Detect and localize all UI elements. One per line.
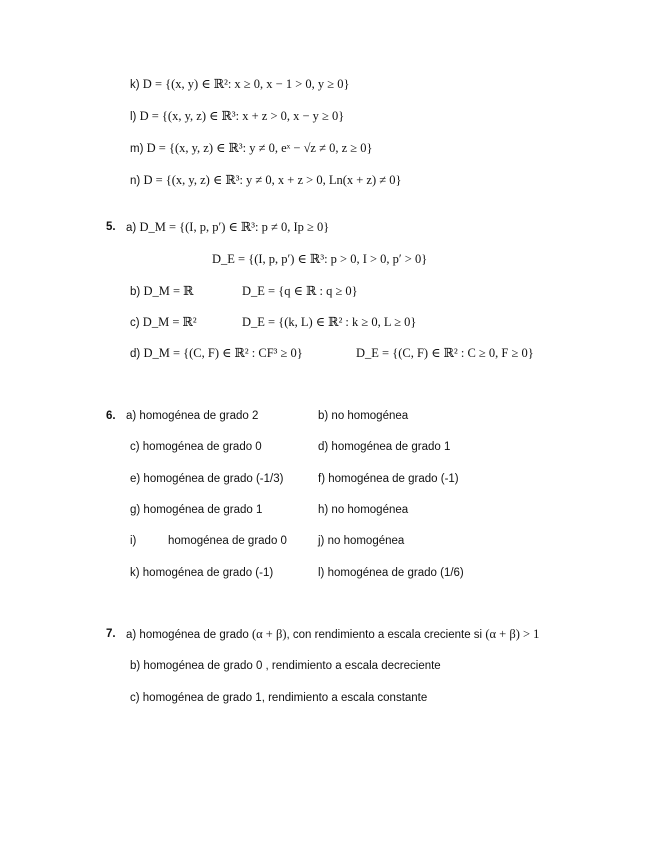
domain-economic: D_E = {q ∈ ℝ : q ≥ 0} (242, 284, 358, 298)
q6-item-f: f) homogénea de grado (-1) (318, 473, 459, 485)
item-label: b) (130, 286, 141, 298)
q6-item-j: j) no homogénea (318, 535, 405, 547)
item-label: d) (130, 348, 141, 360)
item-k (130, 76, 350, 93)
q6-item-l: l) homogénea de grado (1/6) (318, 567, 464, 579)
set-expression: D = {(x, y, z) ∈ ℝ³: y ≠ 0, x + z > 0, Ln(x + z) ≠ 0} (143, 173, 402, 187)
q6-item-h: h) no homogénea (318, 504, 409, 516)
question-number-7: 7. (106, 628, 116, 640)
domain-math: D_M = {(C, F) ∈ ℝ² : CF³ ≥ 0} (143, 346, 303, 360)
question-number-6: 6. (106, 410, 116, 422)
domain-economic: D_E = {(k, L) ∈ ℝ² : k ≥ 0, L ≥ 0} (242, 315, 417, 329)
q5-item-a (126, 219, 329, 236)
q6-item-a: a) homogénea de grado 2 (126, 410, 259, 422)
set-expression: D = {(x, y, z) ∈ ℝ³: x + z > 0, x − y ≥ 0} (139, 109, 345, 123)
q6-item-c: c) homogénea de grado 0 (130, 441, 262, 453)
item-label: c) (130, 317, 140, 329)
domain-economic: D_E = {(C, F) ∈ ℝ² : C ≥ 0, F ≥ 0} (356, 346, 534, 360)
domain-math: D_M = ℝ² (142, 315, 197, 329)
domain-math: D_M = ℝ (143, 284, 194, 298)
item-n (130, 172, 402, 189)
set-expression: D = {(x, y) ∈ ℝ²: x ≥ 0, x − 1 > 0, y ≥ 0} (142, 77, 350, 91)
q5-item-d (130, 345, 303, 362)
q7-item-c: c) homogénea de grado 1, rendimiento a escala constante (130, 692, 428, 704)
domain-economic: D_E = {(I, p, p′) ∈ ℝ³: p > 0, I > 0, p′ > 0} (212, 252, 428, 266)
math-expression: (α + β) > 1 (485, 627, 540, 641)
q7-item-a (126, 626, 539, 643)
q6-item-e: e) homogénea de grado (-1/3) (130, 473, 284, 485)
q6-item-k: k) homogénea de grado (-1) (130, 567, 274, 579)
q6-item-g: g) homogénea de grado 1 (130, 504, 263, 516)
q6-item-i-label: i) (130, 535, 137, 547)
domain-math: D_M = {(I, p, p′) ∈ ℝ³: p ≠ 0, Ip ≥ 0} (139, 220, 330, 234)
item-label: a) (126, 222, 137, 234)
q5-item-c (130, 314, 197, 331)
q5-item-b (130, 283, 194, 300)
q6-item-i: homogénea de grado 0 (168, 535, 287, 547)
q6-item-d: d) homogénea de grado 1 (318, 441, 451, 453)
q7-item-b: b) homogénea de grado 0 , rendimiento a escala decreciente (130, 660, 441, 672)
item-text: , con rendimiento a escala creciente si (286, 629, 483, 641)
q6-item-b: b) no homogénea (318, 410, 409, 422)
question-number-5: 5. (106, 221, 116, 233)
math-expression: (α + β) (251, 627, 287, 641)
set-expression: D = {(x, y, z) ∈ ℝ³: y ≠ 0, eˣ − √z ≠ 0, z ≥ 0} (146, 141, 373, 155)
item-label: k) (130, 79, 140, 91)
item-label: n) (130, 175, 141, 187)
item-label: m) (130, 143, 144, 155)
item-l (130, 108, 344, 125)
item-text: a) homogénea de grado (126, 629, 249, 641)
item-m (130, 140, 373, 157)
item-label: l) (130, 111, 137, 123)
